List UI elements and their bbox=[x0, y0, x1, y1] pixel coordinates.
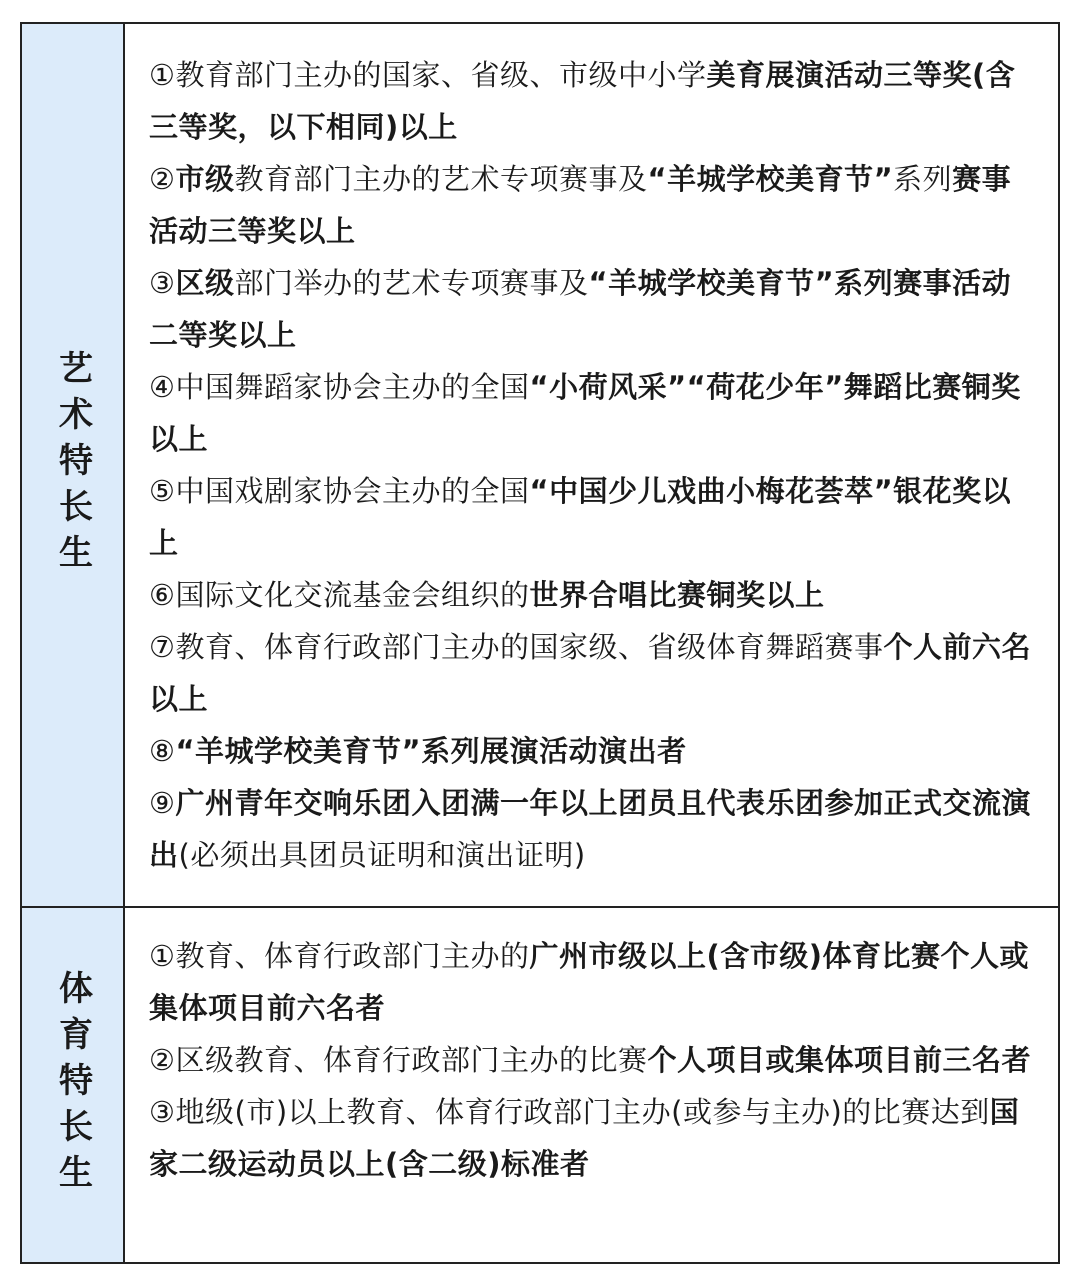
sport-label: 体育特长生 bbox=[52, 970, 93, 1200]
art-item-1: ①教育部门主办的国家、省级、市级中小学美育展演活动三等奖(含三等奖，以下相同)以上 bbox=[149, 58, 1016, 144]
art-item-6: ⑥国际文化交流基金会组织的世界合唱比赛铜奖以上 bbox=[149, 578, 825, 612]
art-item-2: ②市级教育部门主办的艺术专项赛事及“羊城学校美育节”系列赛事活动三等奖以上 bbox=[149, 162, 1012, 248]
art-section bbox=[22, 24, 1058, 908]
art-label: 艺术特长生 bbox=[52, 350, 93, 580]
art-item-9: ⑨广州青年交响乐团入团满一年以上团员且代表乐团参加正式交流演出(必须出具团员证明和演出证明) bbox=[149, 786, 1032, 872]
eligibility-table bbox=[20, 22, 1060, 1264]
art-item-3: ③区级部门举办的艺术专项赛事及“羊城学校美育节”系列赛事活动二等奖以上 bbox=[149, 266, 1012, 352]
art-item-4: ④中国舞蹈家协会主办的全国“小荷风采”“荷花少年”舞蹈比赛铜奖以上 bbox=[149, 370, 1021, 456]
sport-item-1: ①教育、体育行政部门主办的广州市级以上(含市级)体育比赛个人或集体项目前六名者 bbox=[149, 939, 1030, 1025]
art-item-5: ⑤中国戏剧家协会主办的全国“中国少儿戏曲小梅花荟萃”银花奖以上 bbox=[149, 474, 1012, 560]
art-item-8: ⑧“羊城学校美育节”系列展演活动演出者 bbox=[149, 734, 687, 768]
sport-label-cell bbox=[22, 908, 125, 1262]
art-item-7: ⑦教育、体育行政部门主办的国家级、省级体育舞蹈赛事个人前六名以上 bbox=[149, 630, 1032, 716]
art-criteria bbox=[125, 24, 1058, 906]
art-label-cell bbox=[22, 24, 125, 906]
sport-section bbox=[22, 908, 1058, 1262]
sport-criteria bbox=[125, 908, 1058, 1262]
sport-item-2: ②区级教育、体育行政部门主办的比赛个人项目或集体项目前三名者 bbox=[149, 1043, 1032, 1077]
sport-item-3: ③地级(市)以上教育、体育行政部门主办(或参与主办)的比赛达到国家二级运动员以上(含二级)标准者 bbox=[149, 1095, 1020, 1181]
